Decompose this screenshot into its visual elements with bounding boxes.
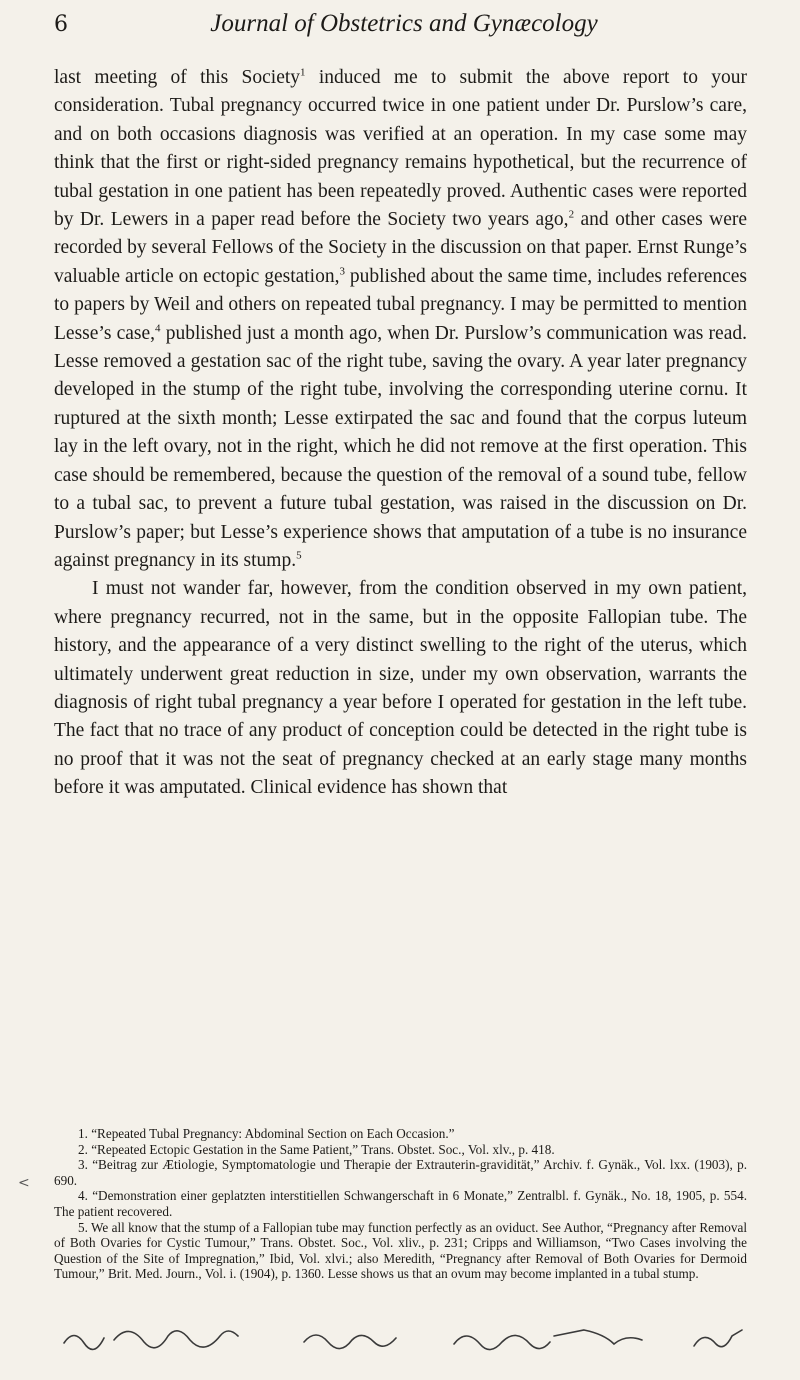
footnote-5: 5. We all know that the stump of a Fallopian tube may function perfectly as an oviduct. See Author, “Pregnancy after Removal of Both Ovaries for Cystic Tumour,” Trans. Obstet. Soc., Vol. xliv., p. 231; Cripps and Williamson, “Two Cases involving the Question of the Site of Impregnation,” Ibid, Vol. xlvi.; also Meredith, “Pregnancy after Removal of Both Ovaries for Dermoid Tumour,” Brit. Med. Journ., Vol. i. (1904), p. 1360. Lesse shows us that an ovum may become implanted in a tubal stump. xyxy=(54,1219,747,1282)
text-run: induced me to submit the above report to your consideration. Tubal pregnancy occurred twice in one patient under Dr. Purslow’s care, and on both occasions diagnosis was verified at an operation. In my case some may think that the first or right-sided pregnancy remains hypothetical, but the recurrence of tubal gestation in one patient has been repeatedly proved. Authentic cases were reported by Dr. Lewers in a paper read before the Society two years ago, xyxy=(54,67,747,231)
footnote-3: 3. “Beitrag zur Ætiologie, Symptomatologie und Therapie der Extrauterin-gravidität,” Archiv. f. Gynäk., Vol. lxx. (1903), p. 690. xyxy=(54,1157,747,1188)
text-run: published about the same time, includes references to papers by Weil and others on repeated tubal pregnancy. I may be permitted to mention Lesse’s case, xyxy=(54,265,748,344)
paragraph-2: I must not wander far, however, from the condition observed in my own patient, where pregnancy recurred, not in the same, but in the opposite Fallopian tube. The history, and the appearance of a very distinct swelling to the right of the uterus, which ultimately underwent great reduction in size, under my own observation, warrants the diagnosis of right tubal pregnancy a year before I operated for gestation in the left tube. The fact that no trace of any product of conception could be detected in the right tube is no proof that it was not the seat of pregnancy checked at an early stage many months before it was amputated. Clinical evidence has shown that xyxy=(54,578,747,799)
page-number: 6 xyxy=(54,12,68,37)
text-run: last meeting of this Society xyxy=(54,67,301,88)
paragraph-1 xyxy=(54,64,747,575)
margin-mark: < xyxy=(18,1175,30,1191)
footnote-ref: 2 xyxy=(568,208,575,221)
footnote-ref: 1 xyxy=(300,66,306,79)
footnote-2: 2. “Repeated Ectopic Gestation in the Same Patient,” Trans. Obstet. Soc., Vol. xlv., p. 418. xyxy=(78,1141,555,1157)
footnotes xyxy=(54,1126,747,1282)
footnote-ref: 3 xyxy=(339,265,345,278)
running-head: Journal of Obstetrics and Gynæcology xyxy=(210,10,598,37)
footnote-ref: 4 xyxy=(155,322,161,335)
footnote-ref: 5 xyxy=(296,549,302,562)
page-header xyxy=(54,8,754,44)
text-run: published just a month ago, when Dr. Purslow’s communication was read. Lesse removed a gestation sac of the right tube, saving the ovary. A year later pregnancy developed in the stump of the right tube, involving the corresponding uterine cornu. It ruptured at the sixth month; Lesse extirpated the sac and found that the corpus luteum lay in the left ovary, not in the right, which he did not remove at the first operation. This case should be remembered, because the question of the removal of a sound tube, fellow to a tubal sac, to prevent a future tubal gestation, was raised in the discussion on Dr. Purslow’s paper; but Lesse’s experience shows that amputation of a tube is no insurance against pregnancy in its stump. xyxy=(54,322,747,571)
text-run: and other cases were recorded by several Fellows of the Society in the discussion on that paper. Ernst Runge’s valuable article on ectopic gestation, xyxy=(54,209,748,287)
footnote-4: 4. “Demonstration einer geplatzten interstitiellen Schwangerschaft in 6 Monate,” Zentralbl. f. Gynäk., No. 18, 1905, p. 554. The patient recovered. xyxy=(54,1188,747,1219)
body-text xyxy=(54,64,747,803)
footnote-1: 1. “Repeated Tubal Pregnancy: Abdominal Section on Each Occasion.” xyxy=(78,1126,455,1141)
handwritten-signature xyxy=(54,1318,754,1358)
